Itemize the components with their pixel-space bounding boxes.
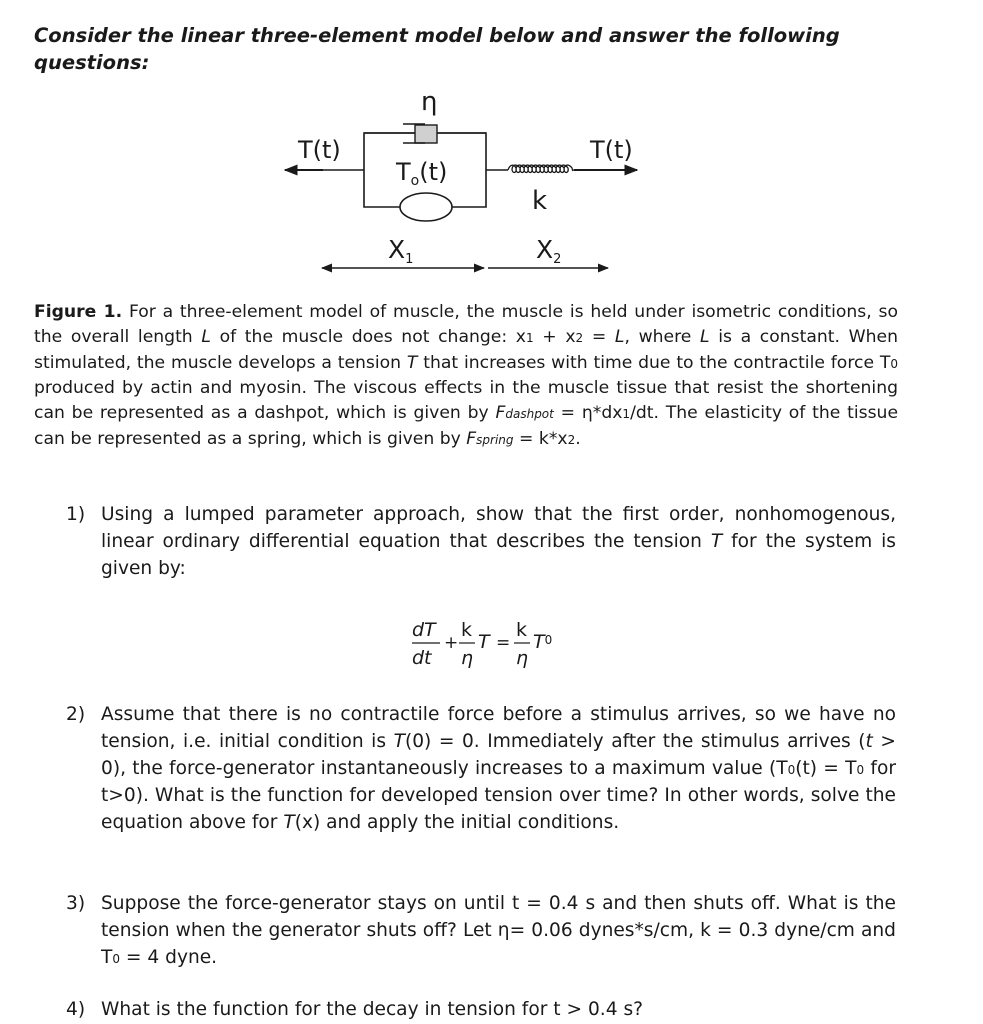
question-text: Assume that there is no contractile force before a stimulus arrives, so we have no tension, i.e. initial condition is T(0) = 0. Immediately after the stimulus arrives (t > 0), the force-generator instantaneously increases to a maximum value (T0(t) = T0 for t>0). What is the function for developed tension over time? In other words, solve the equation above for T(x) and apply the initial conditions. <box>101 704 896 834</box>
question-4 <box>66 997 896 1024</box>
eq-equals: = <box>496 633 511 653</box>
eq-plus: + <box>444 633 459 653</box>
spring-label: k <box>532 186 548 216</box>
question-text: Suppose the force-generator stays on until t = 0.4 s and then shuts off. What is the tension when the generator shuts off? Let η= 0.06 dynes*s/cm, k = 0.3 dyne/cm and T0 = 4 dyne. <box>101 893 896 968</box>
eta-label: η <box>421 87 438 117</box>
eq-eta1: η <box>461 647 474 669</box>
differential-equation <box>410 612 590 676</box>
three-element-model-figure <box>0 80 983 290</box>
question-text: Using a lumped parameter approach, show that the first order, nonhomogenous, linear ordinary differential equation that describes the tension T for the system is given by: <box>101 504 896 579</box>
eq-T0: $T^0$ <box>533 631 553 653</box>
eq-numerator-dT: dT <box>412 619 436 641</box>
contractile-label: $T_o(t)$ <box>396 158 448 189</box>
question-number: 2) <box>66 704 86 725</box>
contractile-element <box>400 193 452 221</box>
question-1 <box>66 502 896 582</box>
question-number: 1) <box>66 504 86 525</box>
left-tension-label: T(t) <box>298 136 341 164</box>
question-2 <box>66 702 896 837</box>
figure-caption: Figure 1. For a three-element model of muscle, the muscle is held under isometric conditions, so the overall length L of the muscle does not change: x1 + x2 = L, where L is a constant. When stimulated, the muscle develops a tension T that increases with time due to the contractile force T0 produced by actin and myosin. The viscous effects in the muscle tissue that resist the shortening can be represented as a dashpot, which is given by Fdashpot = η*dx1/dt. The elasticity of the tissue can be represented as a spring, which is given by Fspring = k*x2. <box>34 302 899 449</box>
spring <box>486 165 574 172</box>
question-text: What is the function for the decay in tension for t > 0.4 s? <box>101 999 643 1020</box>
x2-label: $X_2$ <box>536 235 562 267</box>
eq-T: T <box>478 631 490 653</box>
dashpot <box>364 124 486 143</box>
eq-denominator-dt: dt <box>412 647 432 669</box>
question-number: 3) <box>66 893 86 914</box>
eq-k1: k <box>461 619 473 641</box>
right-tension-label: T(t) <box>590 136 633 164</box>
problem-heading: Consider the linear three-element model below and answer the following questions: <box>34 24 840 74</box>
question-number: 4) <box>66 999 86 1020</box>
eq-k2: k <box>516 619 528 641</box>
eq-eta2: η <box>516 647 529 669</box>
x1-label: $X_1$ <box>388 235 414 267</box>
question-3 <box>66 891 896 972</box>
